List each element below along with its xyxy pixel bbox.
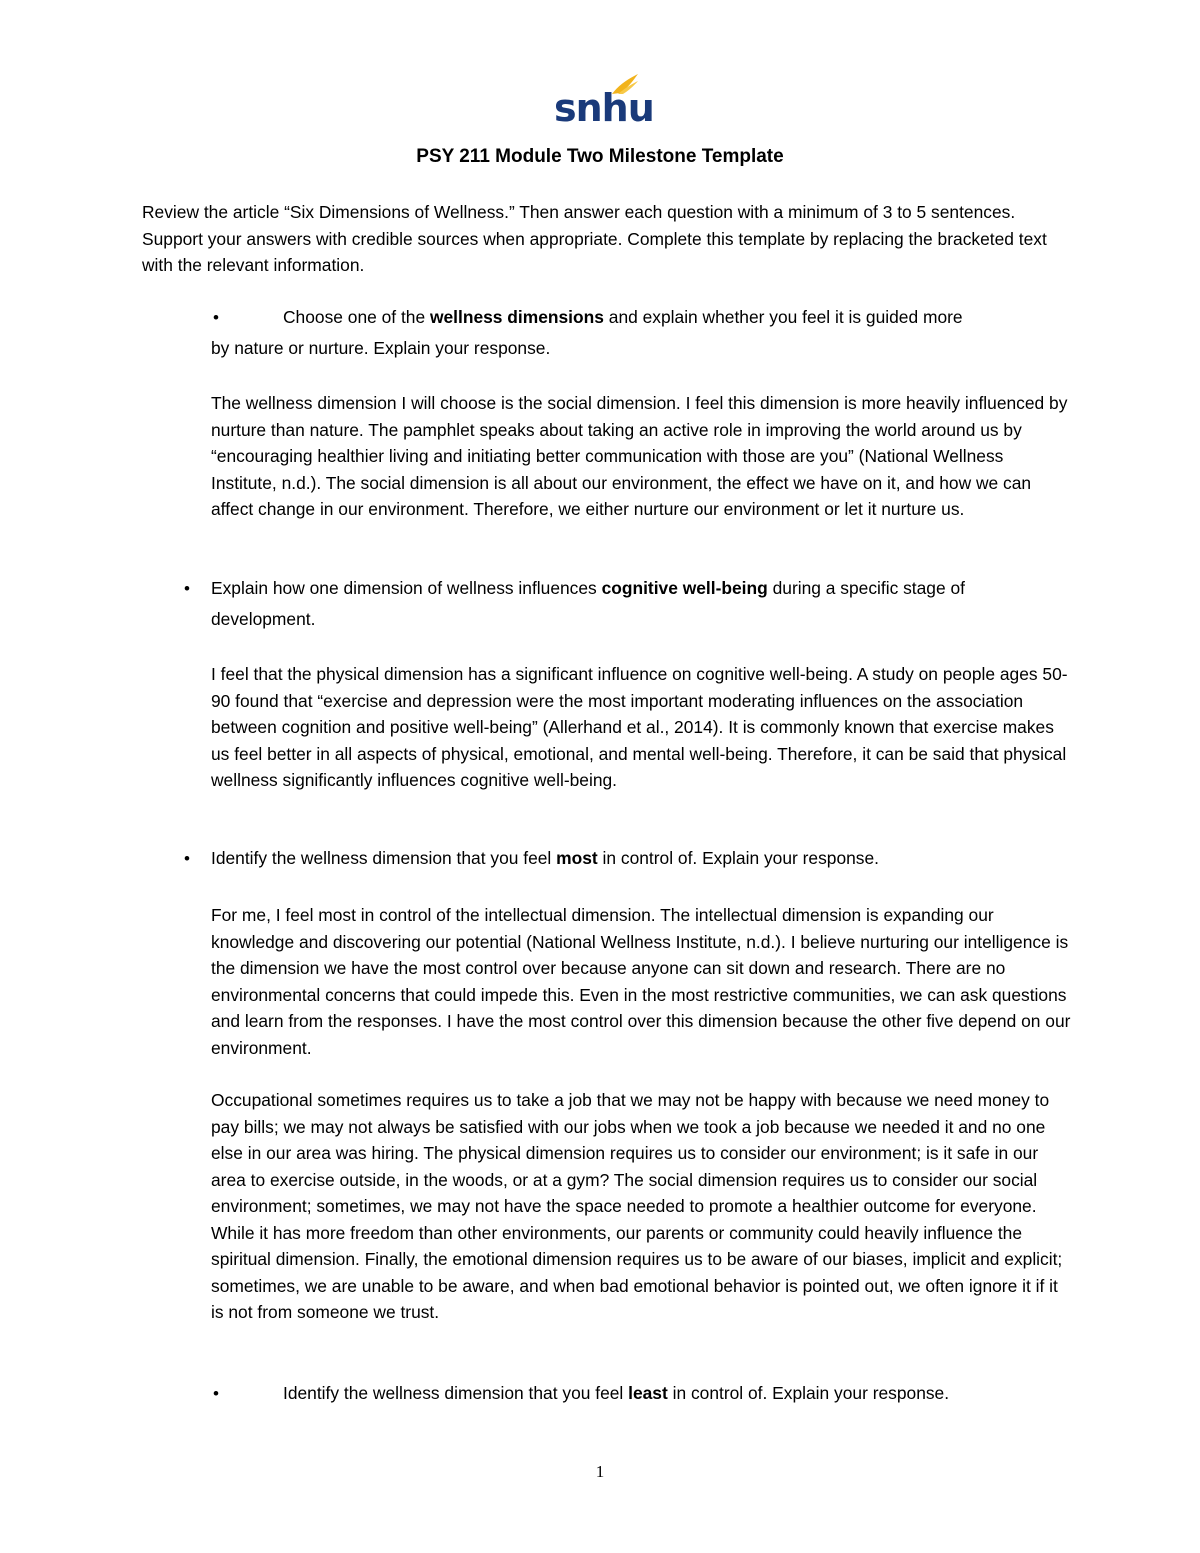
answer-3-paragraph: For me, I feel most in control of the intellectual dimension. The intellectual dimension is expanding our knowledge and discovering our potential (National Wellness Institute, n.d.). I believe nurturing our intelligence is the dimension we have the most control over because anyone can sit down and research. There are no environmental concerns that could impede this. Even in the most restrictive communities, we can ask questions and learn from the responses. I have the most control over this dimension because the other five depend on our environment. [211,905,1071,1058]
bullet-icon: • [184,579,190,598]
page-title: PSY 211 Module Two Milestone Template [416,146,784,167]
bullet-icon: • [213,1384,219,1403]
bullet-icon: • [213,308,219,327]
answer-2-paragraph: I feel that the physical dimension has a significant influence on cognitive well-being. A study on people ages 50-90 found that “exercise and depression were the most important moderating influences on the association between cognition and positive well-being” (Allerhand et al., 2014). It is commonly known that exercise makes us feel better in all aspects of physical, emotional, and mental well-being. Therefore, it can be said that physical wellness significantly influences cognitive well-being. [211,664,1068,790]
snhu-logo [554,72,654,132]
question-2-cont: development. [211,609,316,629]
question-1-cont: by nature or nurture. Explain your response. [211,338,551,358]
logo-wordmark: snhu [554,86,654,130]
intro-paragraph: Review the article “Six Dimensions of Wellness.” Then answer each question with a minimum of 3 to 5 sentences. Support your answers with credible sources when appropriate. Complete this template by replacing the bracketed text with the relevant information. [142,202,1047,275]
question-4: Identify the wellness dimension that you feel least in control of. Explain your response. [283,1383,950,1403]
answer-1-paragraph: The wellness dimension I will choose is the social dimension. I feel this dimension is more heavily influenced by nurture than nature. The pamphlet speaks about taking an active role in improving the world around us by “encouraging healthier living and initiating better communication with those are you” (National Wellness Institute, n.d.). The social dimension is all about our environment, the effect we have on it, and how we can affect change in our environment. Therefore, we either nurture our environment or let it nurture us. [211,393,1068,519]
question-3: Identify the wellness dimension that you feel most in control of. Explain your response. [211,848,879,868]
bullet-icon: • [184,849,190,868]
question-2: Explain how one dimension of wellness influences cognitive well-being during a specific stage of [211,578,965,598]
page-number: 1 [595,1462,605,1481]
question-1: Choose one of the wellness dimensions and explain whether you feel it is guided more [283,307,963,327]
answer-3b-paragraph: Occupational sometimes requires us to take a job that we may not be happy with because we need money to pay bills; we may not always be satisfied with our jobs when we took a job because we needed it and no one else in our area was hiring. The physical dimension requires us to consider our environment; is it safe in our area to exercise outside, in the woods, or at a gym? The social dimension requires us to consider our social environment; sometimes, we may not have the space needed to promote a healthier outcome for everyone. While it has more freedom than other environments, our parents or community could heavily influence the spiritual dimension. Finally, the emotional dimension requires us to be aware of our biases, implicit and explicit; sometimes, we are unable to be aware, and when bad emotional behavior is pointed out, we often ignore it if it is not from someone we trust. [211,1090,1063,1322]
